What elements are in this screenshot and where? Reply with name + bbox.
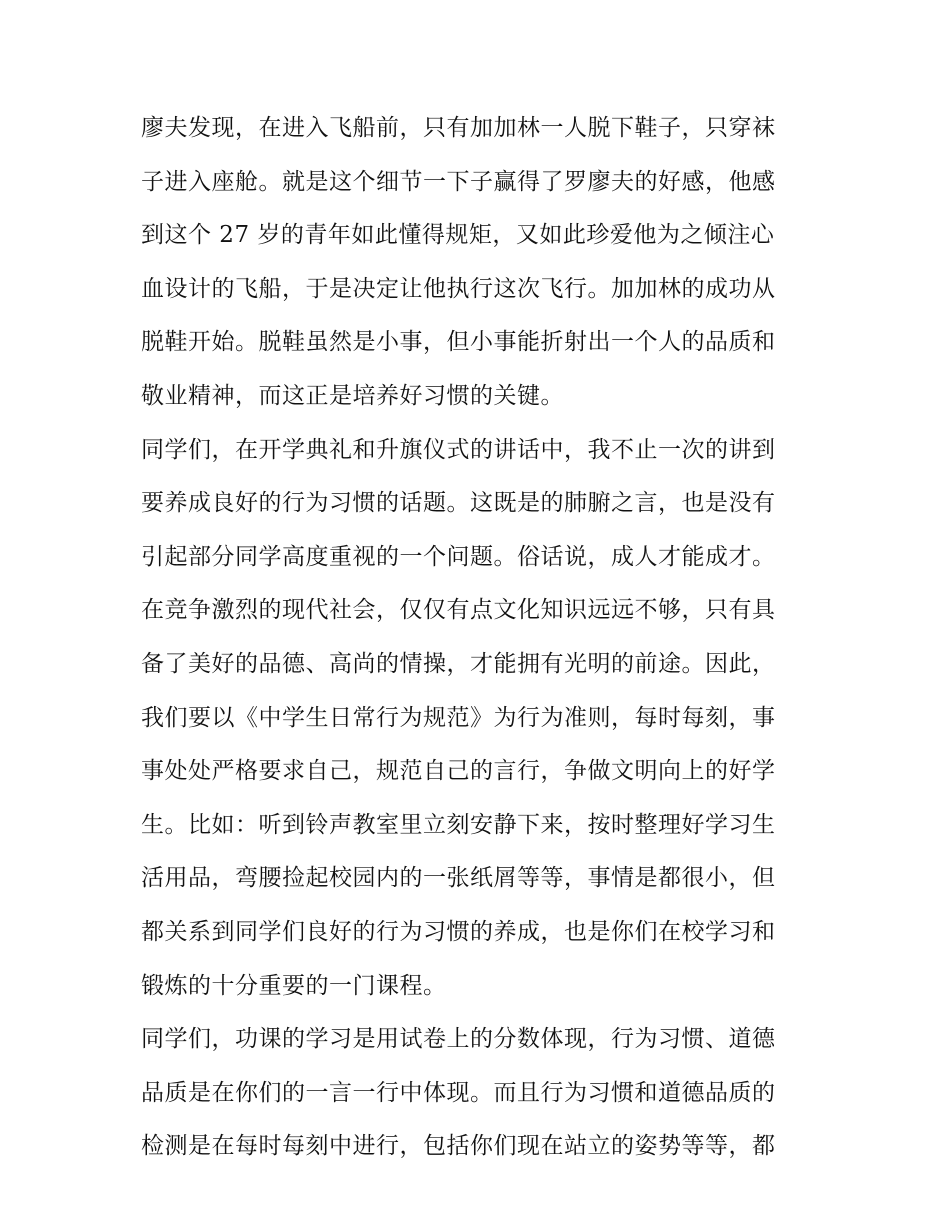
text-line: 备了美好的品德、高尚的情操，才能拥有光明的前途。因此，	[141, 650, 776, 677]
text-line: 到这个 27 岁的青年如此懂得规矩，又如此珍爱他为之倾注心	[141, 222, 775, 249]
text-line: 同学们，在开学典礼和升旗仪式的讲话中，我不止一次的讲到	[141, 436, 776, 463]
text-line: 引起部分同学高度重视的一个问题。俗话说，成人才能成才。	[141, 543, 776, 570]
text-line: 廖夫发现，在进入飞船前，只有加加林一人脱下鞋子，只穿袜	[141, 115, 776, 141]
text-line: 敬业精神，而这正是培养好习惯的关键。	[141, 382, 564, 409]
text-line: 品质是在你们的一言一行中体现。而且行为习惯和道德品质的	[141, 1079, 776, 1106]
text-line: 子进入座舱。就是这个细节一下子赢得了罗廖夫的好感，他感	[141, 168, 776, 195]
text-line: 生。比如：听到铃声教室里立刻安静下来，按时整理好学习生	[141, 811, 776, 838]
text-line: 要养成良好的行为习惯的话题。这既是的肺腑之言，也是没有	[141, 490, 776, 517]
text-line: 在竞争激烈的现代社会，仅仅有点文化知识远远不够，只有具	[141, 597, 776, 624]
text-line: 我们要以《中学生日常行为规范》为行为准则，每时每刻，事	[141, 704, 776, 731]
text-line: 锻炼的十分重要的一门课程。	[141, 972, 447, 999]
text-line: 同学们，功课的学习是用试卷上的分数体现，行为习惯、道德	[141, 1026, 776, 1053]
text-line: 事处处严格要求自己，规范自己的言行，争做文明向上的好学	[141, 758, 776, 785]
text-line: 检测是在每时每刻中进行，包括你们现在站立的姿势等等，都	[141, 1133, 776, 1160]
text-line: 血设计的飞船，于是决定让他执行这次飞行。加加林的成功从	[141, 275, 776, 302]
text-line: 活用品，弯腰捡起校园内的一张纸屑等等，事情是都很小，但	[141, 865, 776, 892]
text-line: 都关系到同学们良好的行为习惯的养成，也是你们在校学习和	[141, 918, 776, 945]
text-line: 脱鞋开始。脱鞋虽然是小事，但小事能折射出一个人的品质和	[141, 329, 776, 356]
document-body	[141, 102, 813, 1174]
